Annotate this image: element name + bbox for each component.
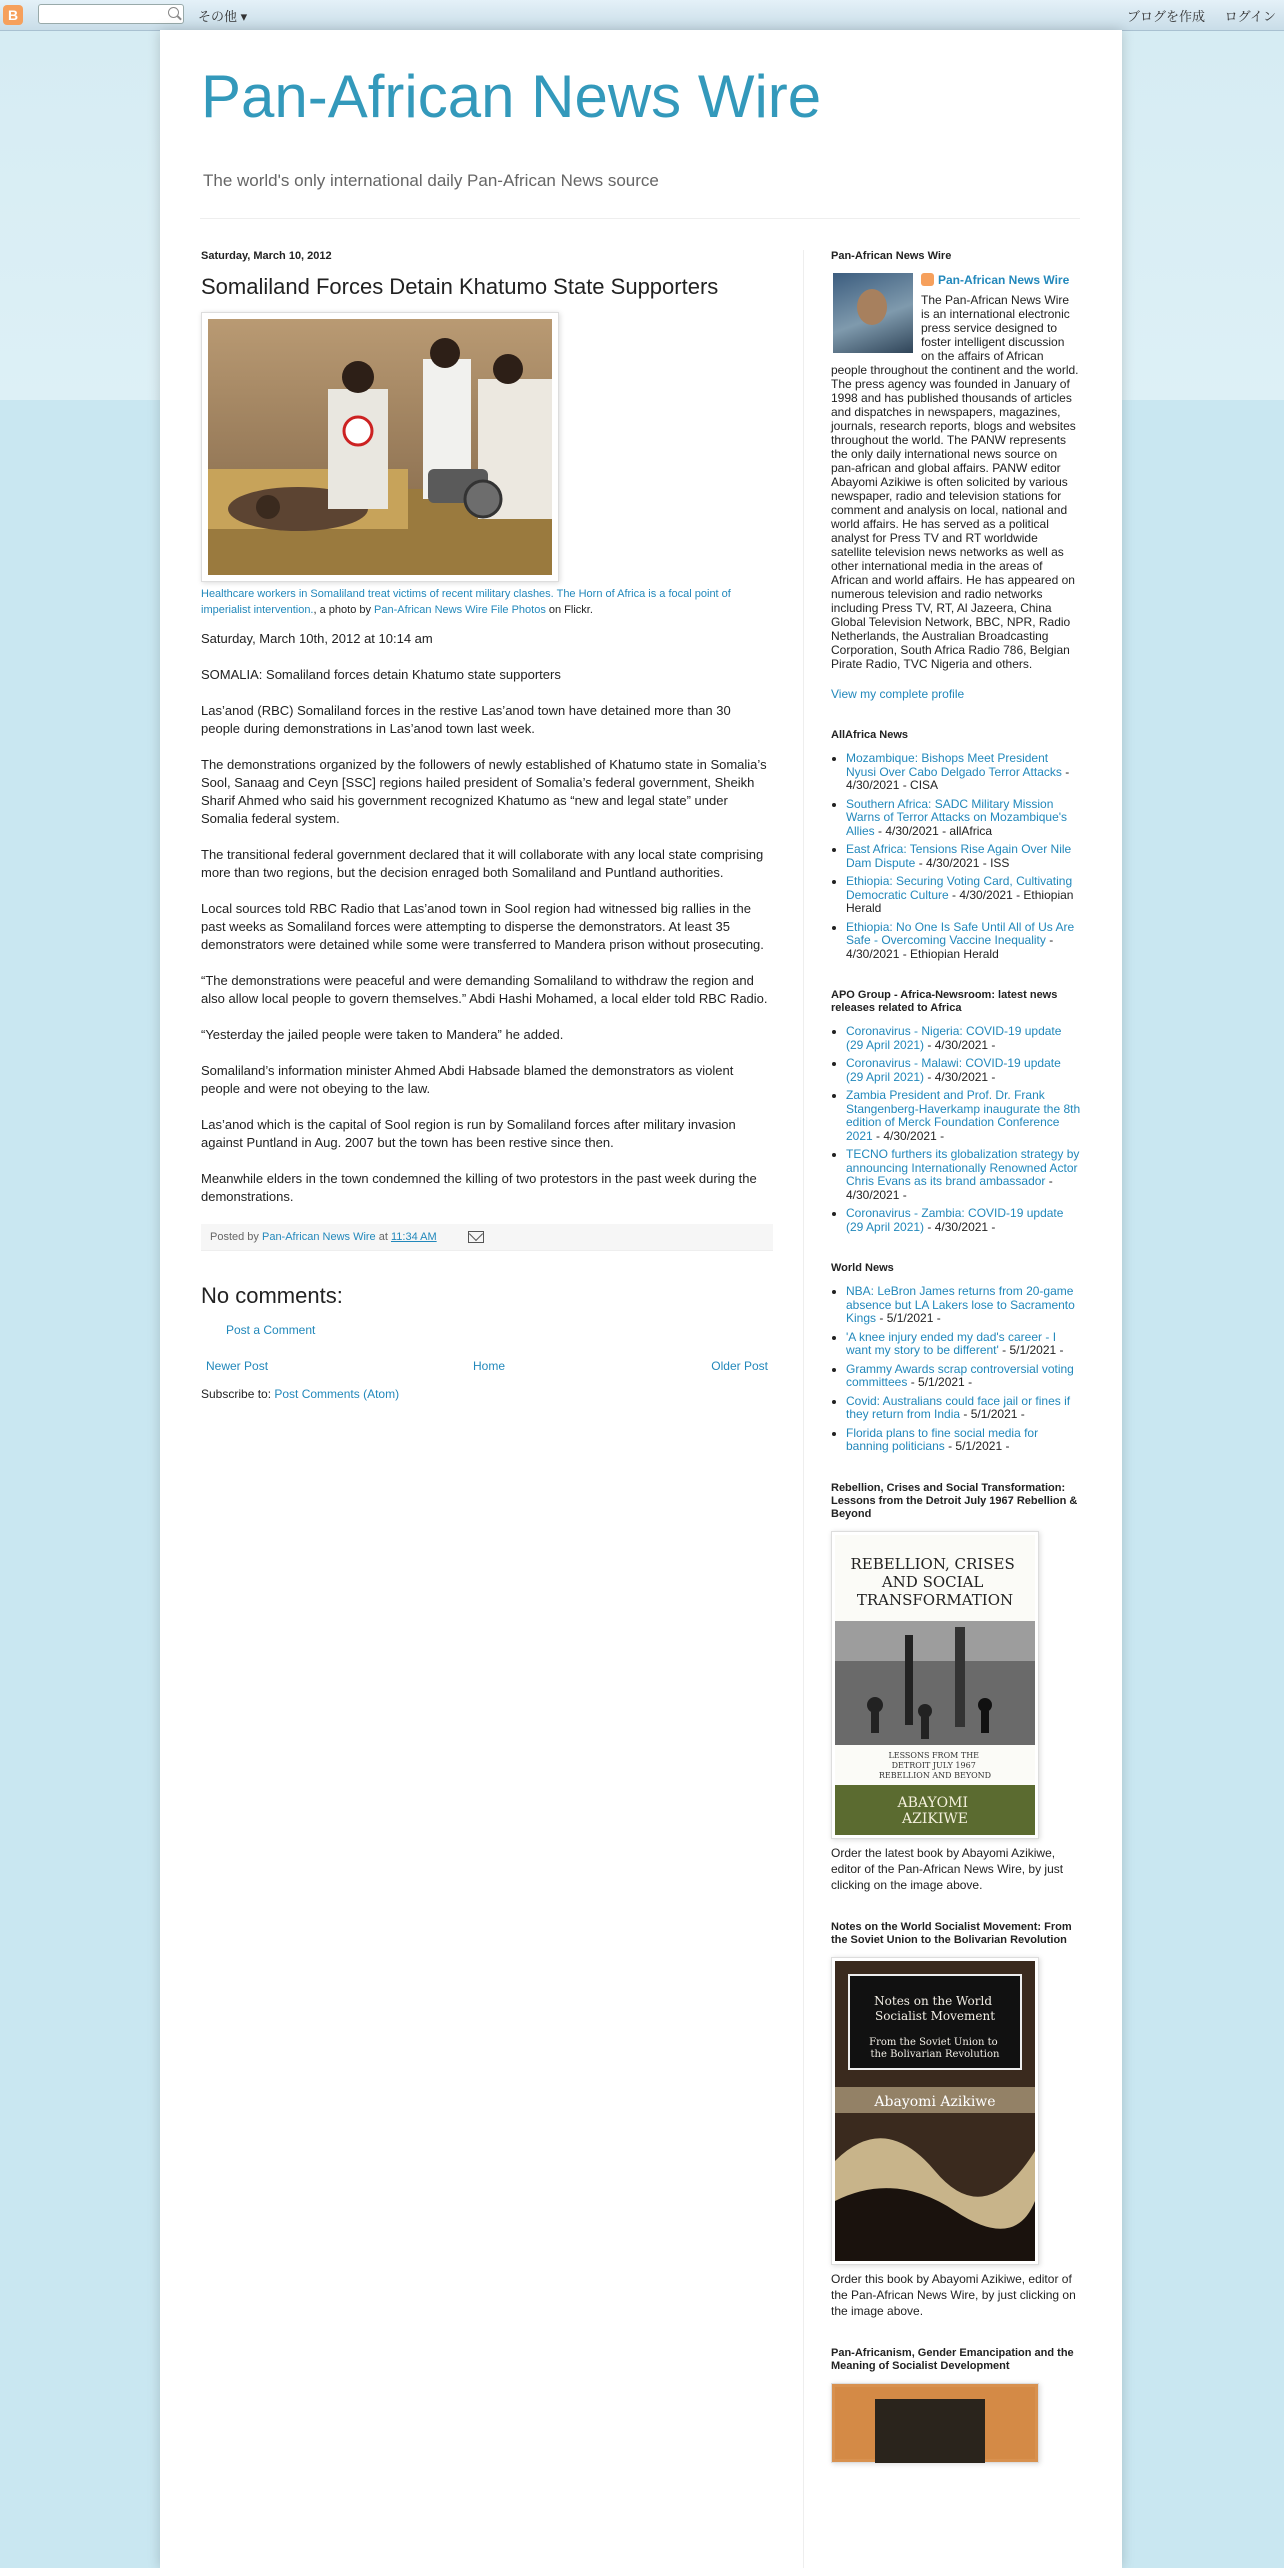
post-paragraph: Somaliland’s information minister Ahmed Abdi Habsade blamed the demonstrators as violent people and were not obeying to the law.: [201, 1063, 734, 1096]
book3-cover-photo: [875, 2399, 985, 2463]
feed-item-meta: - 5/1/2021 -: [944, 1439, 1010, 1453]
profile-about: The Pan-African News Wire is an international electronic press service designed to foster intelligent discussion on the affairs of African people throughout the continent and the world. The press agency was founded in January of 1998 and has published thousands of articles and dispatches in newspapers, magazines, journals, research reports, blogs and websites throughout the world. The PANW represents the only daily international news source on pan-african and global affairs. PANW editor Abayomi Azikiwe is often solicited by various newspaper, radio and television stations for comment and analysis on local, national and world affairs. He has served as a political analyst for Press TV and RT worldwide satellite television news networks as well as other international media in the areas of African and world affairs. He has appeared on numerous television and radio networks including Press TV, RT, Al Jazeera, China Global Television Network, BBC, NPR, Radio Netherlands, the Australian Broadcasting Corporation, South Africa Radio 786, Belgian Pirate Radio, TVC Nigeria and others.: [831, 293, 1079, 671]
feed-item-meta: - 4/30/2021 -: [924, 1037, 996, 1052]
post-paragraph: The demonstrations organized by the followers of newly established of Khatumo state in Somalia’s Sool, Sanaag and Ceyn [SSC] regions hailed president of Somalia’s federal government, Sheikh Sharif Ahmed who said his government recognized Khatumo as “new and legal state” under Somalia federal system.: [201, 757, 767, 826]
feed-item-link[interactable]: Grammy Awards scrap controversial voting committees: [846, 1361, 1074, 1389]
post-paragraph: Meanwhile elders in the town condemned the killing of two protestors in the past week during the demonstrations.: [201, 1171, 757, 1204]
blog-description: The world's only international daily Pan-African News source: [203, 171, 659, 190]
post-paragraph: SOMALIA: Somaliland forces detain Khatumo state supporters: [201, 667, 561, 682]
feed-item: [846, 1363, 1081, 1390]
login-link[interactable]: ログイン: [1224, 9, 1276, 24]
widget-title: APO Group - Africa-Newsroom: latest news releases related to Africa: [831, 989, 1058, 1014]
post-paragraph: “The demonstrations were peaceful and were demanding Somaliland to withdraw the region and also allow local people to govern themselves.” Abdi Hashi Mohamed, a local elder told RBC Radio.: [201, 973, 768, 1006]
caption-end: on Flickr.: [545, 604, 593, 616]
book1-cover-title: REBELLION, CRISES AND SOCIAL TRANSFORMATION: [850, 1554, 1015, 1609]
world-news-widget: [831, 1262, 1081, 1454]
feed-item-link[interactable]: Mozambique: Bishops Meet President Nyusi Over Cabo Delgado Terror Attacks: [846, 751, 1062, 779]
post-comment-link[interactable]: Post a Comment: [226, 1323, 316, 1337]
header-divider: [200, 218, 1080, 219]
page-container: [160, 30, 1122, 2568]
feed-item: [846, 921, 1081, 962]
feed-item: [846, 1057, 1081, 1084]
post-paragraph: Local sources told RBC Radio that Las’anod town in Sool region had witnessed big rallies in the past weeks as Somaliland forces were attempting to disperse the demonstrators. At least 35 demonstrators were detained while some were transferred to Mandera prison without prosecuting.: [201, 901, 764, 952]
widget-title: AllAfrica News: [831, 729, 909, 741]
blog-search-input[interactable]: [38, 4, 184, 24]
blogger-navbar: [0, 0, 1284, 31]
post-paragraph: Las’anod which is the capital of Sool region is run by Somaliland forces after military invasion against Puntland in Aug. 2007 but the town has been restive since then.: [201, 1117, 736, 1150]
profile-name-link[interactable]: Pan-African News Wire: [938, 273, 1070, 287]
book1-cover-subtitle: LESSONS FROM THE DETROIT JULY 1967 REBELLION AND BEYOND: [878, 1750, 992, 1780]
feed-item-link[interactable]: Coronavirus - Nigeria: COVID-19 update (29 April 2021): [846, 1024, 1062, 1052]
feed-item-link[interactable]: Coronavirus - Zambia: COVID-19 update (29 April 2021): [846, 1206, 1064, 1234]
feed-item: [846, 752, 1081, 793]
book-note: Order this book by Abayomi Azikiwe, editor of the Pan-African News Wire, by just clicking on the image above.: [831, 2271, 1076, 2318]
sidebar: [831, 250, 1081, 2491]
column-divider: [803, 250, 804, 2568]
post-footer: [201, 1224, 773, 1251]
profile-avatar[interactable]: [833, 273, 913, 353]
home-link[interactable]: Home: [473, 1359, 506, 1373]
book-cover-image[interactable]: [831, 1531, 1039, 1839]
feed-item: [846, 875, 1081, 916]
feed-item-meta: - 5/1/2021 -: [907, 1375, 973, 1389]
feed-item-link[interactable]: Zambia President and Prof. Dr. Frank Stangenberg-Haverkamp inaugurate the 8th edition of Merck Foundation Conference 2021: [846, 1088, 1081, 1143]
feed-item-link[interactable]: Coronavirus - Malawi: COVID-19 update (29 April 2021): [846, 1056, 1061, 1084]
post-time-link[interactable]: 11:34 AM: [390, 1231, 437, 1243]
blog-pager: [201, 1359, 773, 1379]
more-menu[interactable]: その他 ▾: [198, 9, 248, 24]
subscribe-label: Subscribe to:: [201, 1387, 275, 1401]
book3-cover-art: [835, 2387, 1035, 2459]
book1-cover-author: ABAYOMI AZIKIWE: [897, 1794, 969, 1827]
create-blog-link[interactable]: ブログを作成: [1127, 9, 1206, 24]
profile-widget: [831, 250, 1081, 701]
author-link[interactable]: Pan-African News Wire: [261, 1231, 376, 1243]
post-date: Saturday, March 10, 2012: [201, 250, 332, 262]
feed-item: [846, 1207, 1081, 1234]
widget-title: Rebellion, Crises and Social Transformation: Lessons from the Detroit July 1967 Rebellion & Beyond: [831, 1481, 1078, 1520]
healthcare-workers-photo[interactable]: [208, 319, 552, 575]
feed-item-meta: - 4/30/2021 - allAfrica: [874, 823, 993, 838]
feed-item-link[interactable]: Covid: Australians could face jail or fines if they return from India: [846, 1393, 1071, 1421]
feed-item: [846, 1331, 1081, 1358]
email-post-icon[interactable]: [468, 1231, 484, 1243]
widget-title: Pan-African News Wire: [831, 250, 952, 262]
feed-item: [846, 1025, 1081, 1052]
feed-item-link[interactable]: NBA: LeBron James returns from 20-game absence but LA Lakers lose to Sacramento Kings: [846, 1284, 1075, 1325]
widget-title: Pan-Africanism, Gender Emancipation and the Meaning of Socialist Development: [831, 2346, 1074, 2372]
view-profile-link[interactable]: View my complete profile: [831, 687, 965, 701]
feed-item-meta: - 4/30/2021 - Ethiopian Herald: [846, 887, 1074, 915]
post-photo[interactable]: [201, 312, 559, 582]
feed-item-meta: - 4/30/2021 -: [872, 1128, 945, 1143]
feed-item-meta: - 4/30/2021 -: [924, 1219, 996, 1234]
feed-item-link[interactable]: East Africa: Tensions Rise Again Over Nile Dam Dispute: [846, 842, 1072, 870]
feed-item-meta: - 5/1/2021 -: [998, 1343, 1064, 1357]
feed-item-link[interactable]: Florida plans to fine social media for banning politicians: [846, 1425, 1039, 1453]
comments-heading: No comments:: [201, 1283, 343, 1308]
blogger-logo-icon[interactable]: B: [3, 5, 23, 25]
post-body: [201, 630, 773, 1206]
post-paragraph: The transitional federal government declared that it will collaborate with any local state comprising more than two regions, but the decision enraged both Somaliland and Puntland authorities.: [201, 847, 764, 880]
widget-title: World News: [831, 1262, 894, 1274]
feed-item: [846, 798, 1081, 839]
main-column: [201, 250, 773, 1401]
feed-item: [846, 1395, 1081, 1422]
feed-item-meta: - 4/30/2021 -: [924, 1069, 996, 1084]
book2-cover-subtitle: From the Soviet Union to the Bolivarian Revolution: [869, 2036, 1000, 2060]
caption-link[interactable]: Healthcare workers in Somaliland treat victims of recent military clashes. The Horn of Africa is a focal point of imperialist intervention.: [201, 588, 731, 616]
feed-item-meta: - 4/30/2021 -: [846, 1174, 1053, 1202]
subscribe-line: [201, 1387, 773, 1401]
widget-title: Notes on the World Socialist Movement: From the Soviet Union to the Bolivarian Revolution: [831, 1920, 1072, 1946]
feed-item-meta: - 4/30/2021 - ISS: [915, 855, 1010, 870]
apo-feed-widget: [831, 989, 1081, 1234]
feed-item: [846, 1089, 1081, 1143]
book2-cover-author: Abayomi Azikiwe: [874, 2093, 996, 2110]
book1-widget: [831, 1482, 1081, 1893]
feed-item: [846, 1427, 1081, 1454]
posted-by-label: Posted by: [210, 1231, 262, 1243]
caption-text: , a photo by: [313, 604, 375, 616]
book2-cover-title: Notes on the World Socialist Movement: [874, 1993, 996, 2023]
flickr-source-link[interactable]: Pan-African News Wire File Photos: [374, 604, 546, 616]
photo-caption: [201, 586, 773, 618]
rebellion-book-cover[interactable]: [835, 1535, 1035, 1835]
search-icon[interactable]: [168, 7, 179, 18]
book-cover-image[interactable]: [831, 2383, 1039, 2463]
at-label: at: [375, 1231, 391, 1243]
feed-item: [846, 843, 1081, 870]
newer-post-link[interactable]: Newer Post: [206, 1359, 269, 1373]
feed-item: [846, 1148, 1081, 1202]
post-title: Somaliland Forces Detain Khatumo State Supporters: [201, 274, 719, 299]
feed-item: [846, 1285, 1081, 1326]
socialist-movement-book-cover[interactable]: [835, 1961, 1035, 2261]
atom-feed-link[interactable]: Post Comments (Atom): [274, 1387, 400, 1401]
feed-item-meta: - 5/1/2021 -: [876, 1311, 941, 1325]
feed-item-meta: - 4/30/2021 - CISA: [846, 764, 1070, 792]
book3-widget: [831, 2347, 1081, 2463]
feed-item-meta: - 5/1/2021 -: [960, 1407, 1025, 1421]
feed-item-link[interactable]: Southern Africa: SADC Military Mission Warns of Terror Attacks on Mozambique's Allies: [846, 796, 1068, 838]
post-paragraph: Saturday, March 10th, 2012 at 10:14 am: [201, 631, 433, 646]
feed-item-link[interactable]: Ethiopia: No One Is Safe Until All of Us Are Safe - Overcoming Vaccine Inequality: [846, 919, 1075, 947]
blog-title[interactable]: Pan-African News Wire: [201, 63, 822, 130]
book-note: Order the latest book by Abayomi Azikiwe, editor of the Pan-African News Wire, by just clicking on the image above.: [831, 1845, 1064, 1892]
post-paragraph: “Yesterday the jailed people were taken to Mandera” he added.: [201, 1027, 564, 1042]
blogger-profile-icon: [921, 273, 934, 286]
feed-item-meta: - 4/30/2021 - Ethiopian Herald: [846, 933, 1054, 961]
older-post-link[interactable]: Older Post: [711, 1359, 768, 1373]
post-paragraph: Las’anod (RBC) Somaliland forces in the restive Las’anod town have detained more than 30 people during demonstrations in Las’anod town last week.: [201, 703, 731, 736]
book2-widget: [831, 1921, 1081, 2319]
feed-item-link[interactable]: Ethiopia: Securing Voting Card, Cultivating Democratic Culture: [846, 874, 1073, 902]
feed-item-link[interactable]: 'A knee injury ended my dad's career - I want my story to be different': [846, 1329, 1057, 1357]
feed-item-link[interactable]: TECNO furthers its globalization strategy by announcing Internationally Renowned Actor Chris Evans as its brand ambassador: [846, 1147, 1080, 1188]
allafrica-feed-widget: [831, 729, 1081, 961]
book-cover-image[interactable]: [831, 1957, 1039, 2265]
